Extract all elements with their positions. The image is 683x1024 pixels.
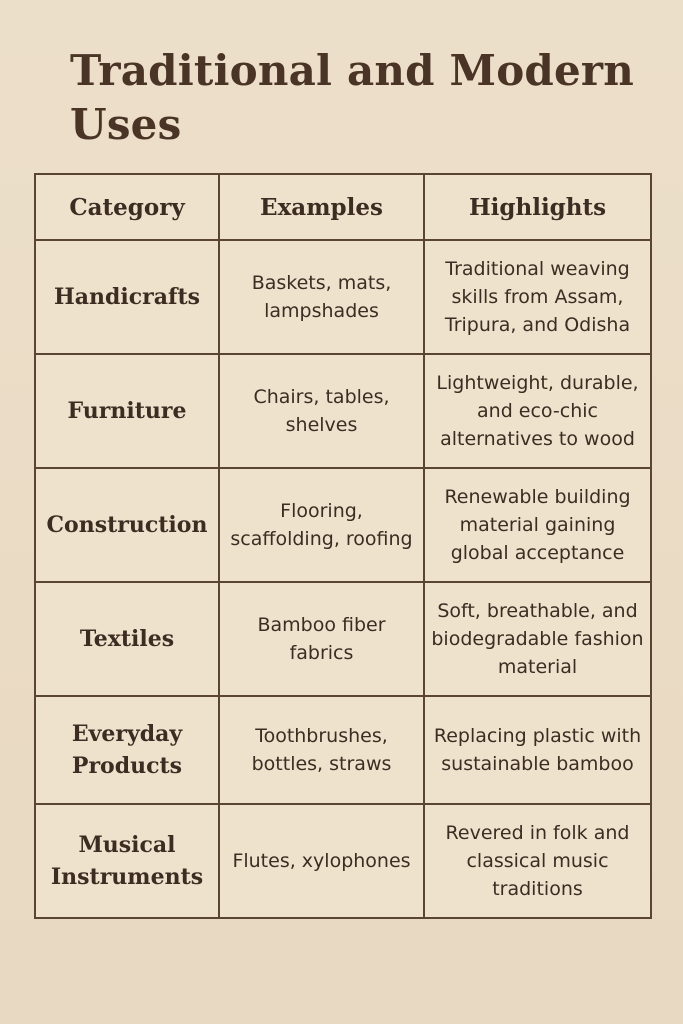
table-row	[35, 696, 651, 804]
table-row	[35, 468, 651, 582]
category-cell: Handicrafts	[35, 240, 219, 354]
column-header-highlights: Highlights	[424, 174, 651, 240]
table-row	[35, 804, 651, 918]
highlights-cell: Soft, breathable, and biodegradable fashion material	[424, 582, 651, 696]
table-row	[35, 354, 651, 468]
page-title: Traditional and Modern Uses	[70, 46, 634, 149]
table-header-row	[35, 174, 651, 240]
examples-cell: Flooring, scaffolding, roofing	[219, 468, 424, 582]
category-cell: Everyday Products	[35, 696, 219, 804]
table-row	[35, 240, 651, 354]
highlights-cell: Revered in folk and classical music traditions	[424, 804, 651, 918]
category-cell: Construction	[35, 468, 219, 582]
highlights-cell: Replacing plastic with sustainable bamboo	[424, 696, 651, 804]
examples-cell: Flutes, xylophones	[219, 804, 424, 918]
category-cell: Musical Instruments	[35, 804, 219, 918]
examples-cell: Bamboo fiber fabrics	[219, 582, 424, 696]
column-header-examples: Examples	[219, 174, 424, 240]
table-row	[35, 582, 651, 696]
highlights-cell: Renewable building material gaining global acceptance	[424, 468, 651, 582]
highlights-cell: Traditional weaving skills from Assam, Tripura, and Odisha	[424, 240, 651, 354]
category-cell: Furniture	[35, 354, 219, 468]
highlights-cell: Lightweight, durable, and eco-chic alternatives to wood	[424, 354, 651, 468]
examples-cell: Toothbrushes, bottles, straws	[219, 696, 424, 804]
examples-cell: Chairs, tables, shelves	[219, 354, 424, 468]
column-header-category: Category	[35, 174, 219, 240]
uses-table	[34, 173, 652, 919]
category-cell: Textiles	[35, 582, 219, 696]
examples-cell: Baskets, mats, lampshades	[219, 240, 424, 354]
